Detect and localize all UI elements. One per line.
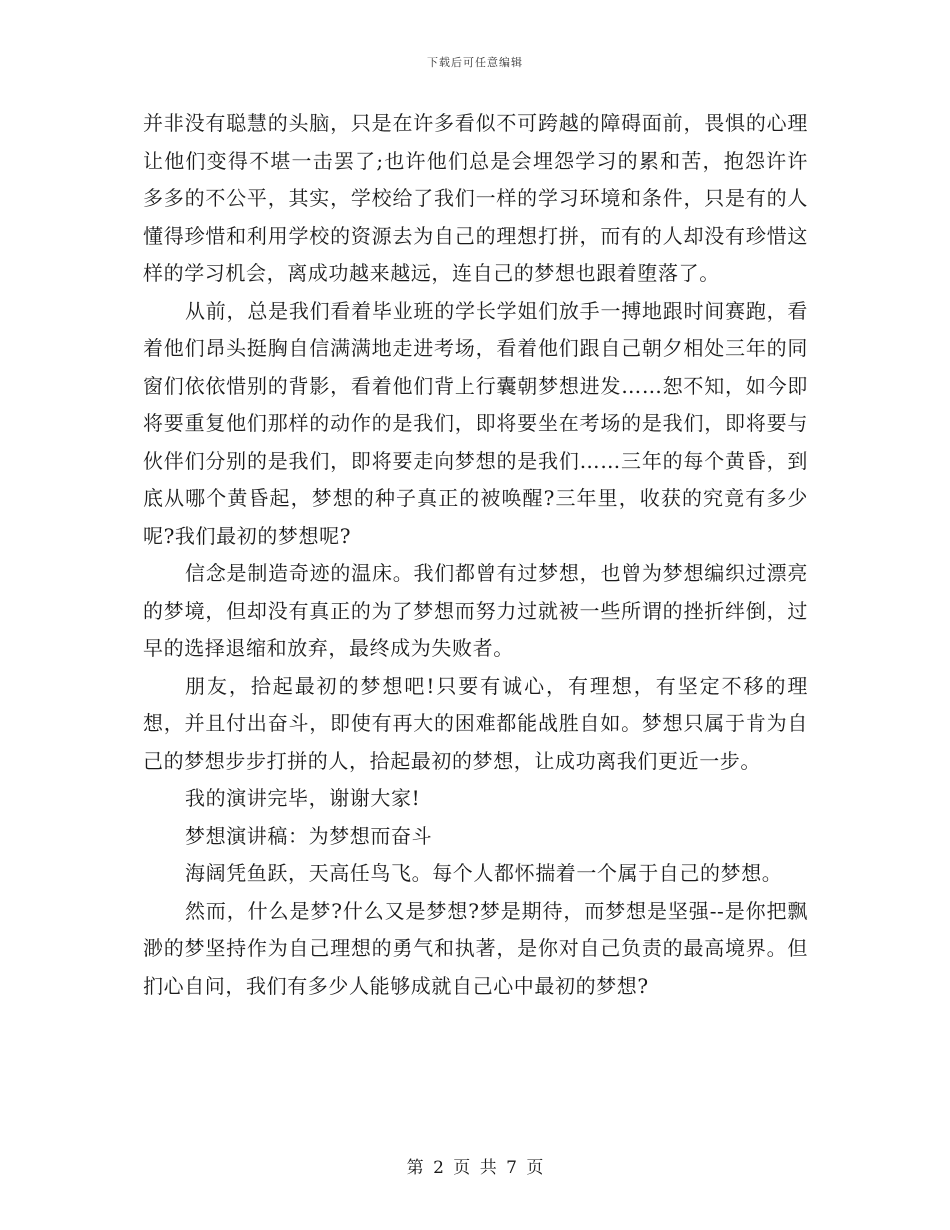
page-header: 下载后可任意编辑 (427, 56, 523, 69)
paragraph-4: 朋友，拾起最初的梦想吧!只要有诚心，有理想，有坚定不移的理想，并且付出奋斗，即使有再大的困难都能战胜自如。梦想只属于肯为自己的梦想步步打拼的人，拾起最初的梦想，让成功离我们更近一步。 (143, 673, 808, 773)
page-number: 第 2 页 共 7 页 (406, 1158, 544, 1178)
paragraph-6-title: 梦想演讲稿：为梦想而奋斗 (185, 823, 433, 848)
paragraph-1: 并非没有聪慧的头脑，只是在许多看似不可跨越的障碍面前，畏惧的心理让他们变得不堪一击罢了;也许他们总是会埋怨学习的累和苦，抱怨许许多多的不公平，其实，学校给了我们一样的学习环境和条件，只是有的人懂得珍惜和利用学校的资源去为自己的理想打拼，而有的人却没有珍惜这样的学习机会，离成功越来越远，连自己的梦想也跟着堕落了。 (143, 111, 808, 285)
paragraph-7: 海阔凭鱼跃，天高任鸟飞。每个人都怀揣着一个属于自己的梦想。 (185, 861, 783, 885)
paragraph-5: 我的演讲完毕，谢谢大家! (185, 786, 421, 810)
paragraph-3: 信念是制造奇迹的温床。我们都曾有过梦想，也曾为梦想编织过漂亮的梦境，但却没有真正的为了梦想而努力过就被一些所谓的挫折绊倒，过早的选择退缩和放弃，最终成为失败者。 (143, 561, 808, 660)
paragraph-8: 然而，什么是梦?什么又是梦想?梦是期待，而梦想是坚强--是你把飘渺的梦坚持作为自己理想的勇气和执著，是你对自己负责的最高境界。但扪心自问，我们有多少人能够成就自己心中最初的梦想? (143, 898, 808, 998)
document-body (143, 105, 808, 1005)
paragraph-2: 从前，总是我们看着毕业班的学长学姐们放手一搏地跟时间赛跑，看着他们昂头挺胸自信满满地走进考场，看着他们跟自己朝夕相处三年的同窗们依依惜别的背影，看着他们背上行囊朝梦想进发……恕不知，如今即将要重复他们那样的动作的是我们，即将要坐在考场的是我们，即将要与伙伴们分别的是我们，即将要走向梦想的是我们……三年的每个黄昏，到底从哪个黄昏起，梦想的种子真正的被唤醒?三年里，收获的究竟有多少呢?我们最初的梦想呢? (143, 298, 808, 548)
